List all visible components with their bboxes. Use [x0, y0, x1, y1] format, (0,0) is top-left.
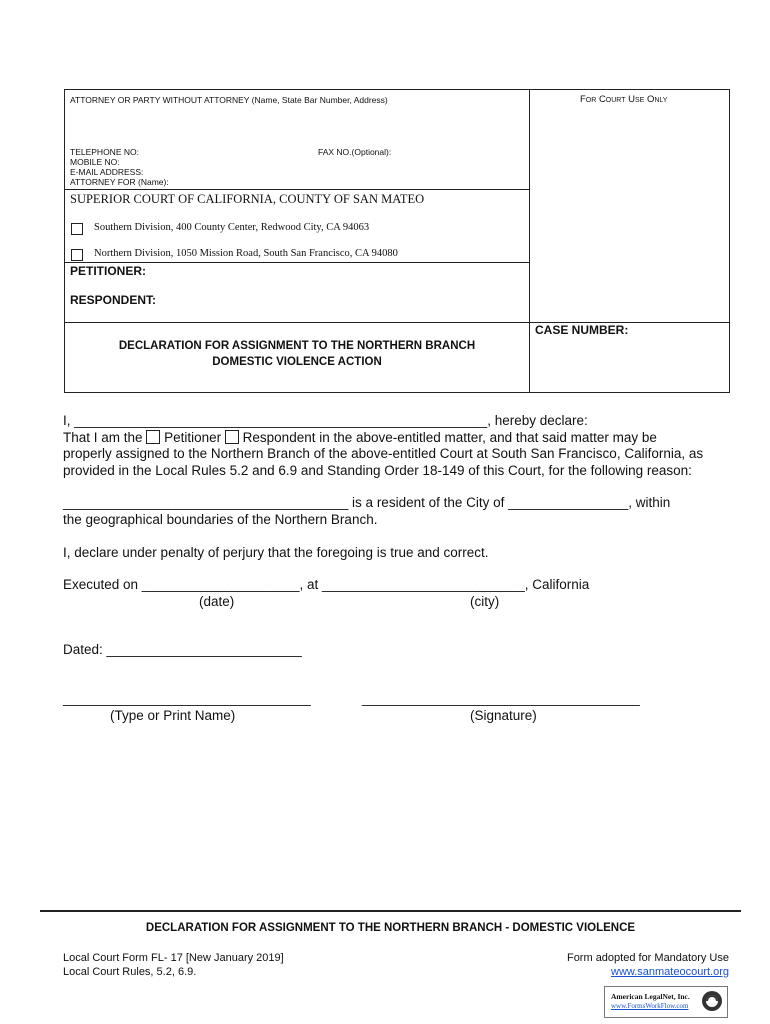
- boundaries-line: the geographical boundaries of the Northern Branch.: [63, 512, 378, 527]
- paragraph-line2: properly assigned to the Northern Branch of the above-entitled Court at South San Francisco, California, as: [63, 446, 704, 461]
- city-caption: (city): [470, 594, 500, 609]
- publisher-site: www.FormsWorkFlow.com: [611, 1002, 689, 1010]
- court-website-link[interactable]: www.sanmateocourt.org: [611, 966, 729, 978]
- resident-line[interactable]: ______________________________________ is a resident of the City of ________________, within: [63, 495, 671, 510]
- attorney-for-label: ATTORNEY FOR (Name):: [70, 177, 169, 187]
- date-caption: (date): [199, 594, 235, 609]
- paragraph-line3: provided in the Local Rules 5.2 and 6.9 and Standing Order 18-149 of this Court, for the following reason:: [63, 463, 692, 478]
- local-rules: Local Court Rules, 5.2, 6.9.: [63, 966, 197, 978]
- northern-division-label: Northern Division, 1050 Mission Road, South San Francisco, CA 94080: [94, 248, 398, 259]
- telephone-label: TELEPHONE NO:: [70, 147, 139, 157]
- attorney-label: ATTORNEY OR PARTY WITHOUT ATTORNEY (Name, State Bar Number, Address): [70, 95, 388, 105]
- name-line[interactable]: _________________________________: [63, 691, 311, 706]
- publisher-name: American LegalNet, Inc.: [611, 992, 690, 1001]
- signature-caption: (Signature): [470, 708, 537, 723]
- perjury-line: I, declare under penalty of perjury that the foregoing is true and correct.: [63, 545, 489, 560]
- declare-line: I, _______________________________________________________, hereby declare:: [63, 413, 588, 428]
- mobile-label: MOBILE NO:: [70, 157, 120, 167]
- name-caption: (Type or Print Name): [110, 708, 236, 723]
- form-number: Local Court Form FL- 17 [New January 2019]: [63, 952, 284, 964]
- petitioner-label: PETITIONER:: [70, 264, 147, 278]
- northern-division-checkbox[interactable]: [71, 249, 83, 261]
- southern-division-label: Southern Division, 400 County Center, Redwood City, CA 94063: [94, 222, 370, 233]
- respondent-label: RESPONDENT:: [70, 293, 157, 307]
- court-use-label: For Court Use Only: [580, 94, 668, 105]
- footer-rule: [40, 910, 741, 912]
- fax-label: FAX NO.(Optional):: [318, 147, 392, 157]
- publisher-logo-icon: [701, 990, 723, 1012]
- petitioner-option: Petitioner: [164, 430, 222, 445]
- respondent-checkbox[interactable]: [225, 430, 239, 444]
- email-label: E-MAIL ADDRESS:: [70, 167, 144, 177]
- form-title-line2: DOMESTIC VIOLENCE ACTION: [212, 356, 382, 368]
- footer-title: DECLARATION FOR ASSIGNMENT TO THE NORTHERN BRANCH - DOMESTIC VIOLENCE: [145, 922, 636, 934]
- respondent-option: Respondent in the above-entitled matter, and that said matter may be: [242, 430, 657, 445]
- that-i-am-text: That I am the: [63, 430, 143, 445]
- southern-division-checkbox[interactable]: [71, 223, 83, 235]
- case-number-label: CASE NUMBER:: [535, 323, 629, 337]
- form-title-line1: DECLARATION FOR ASSIGNMENT TO THE NORTHERN BRANCH: [118, 340, 476, 352]
- signature-line[interactable]: _____________________________________: [362, 691, 640, 706]
- dated-line[interactable]: Dated: __________________________: [63, 642, 302, 657]
- petitioner-checkbox[interactable]: [146, 430, 160, 444]
- role-line: [63, 428, 657, 446]
- adopted-text: Form adopted for Mandatory Use: [566, 952, 729, 964]
- court-name: SUPERIOR COURT OF CALIFORNIA, COUNTY OF SAN MATEO: [70, 192, 425, 206]
- executed-line[interactable]: Executed on _____________________, at ___________________________, California: [63, 577, 590, 592]
- publisher-badge[interactable]: [604, 986, 728, 1018]
